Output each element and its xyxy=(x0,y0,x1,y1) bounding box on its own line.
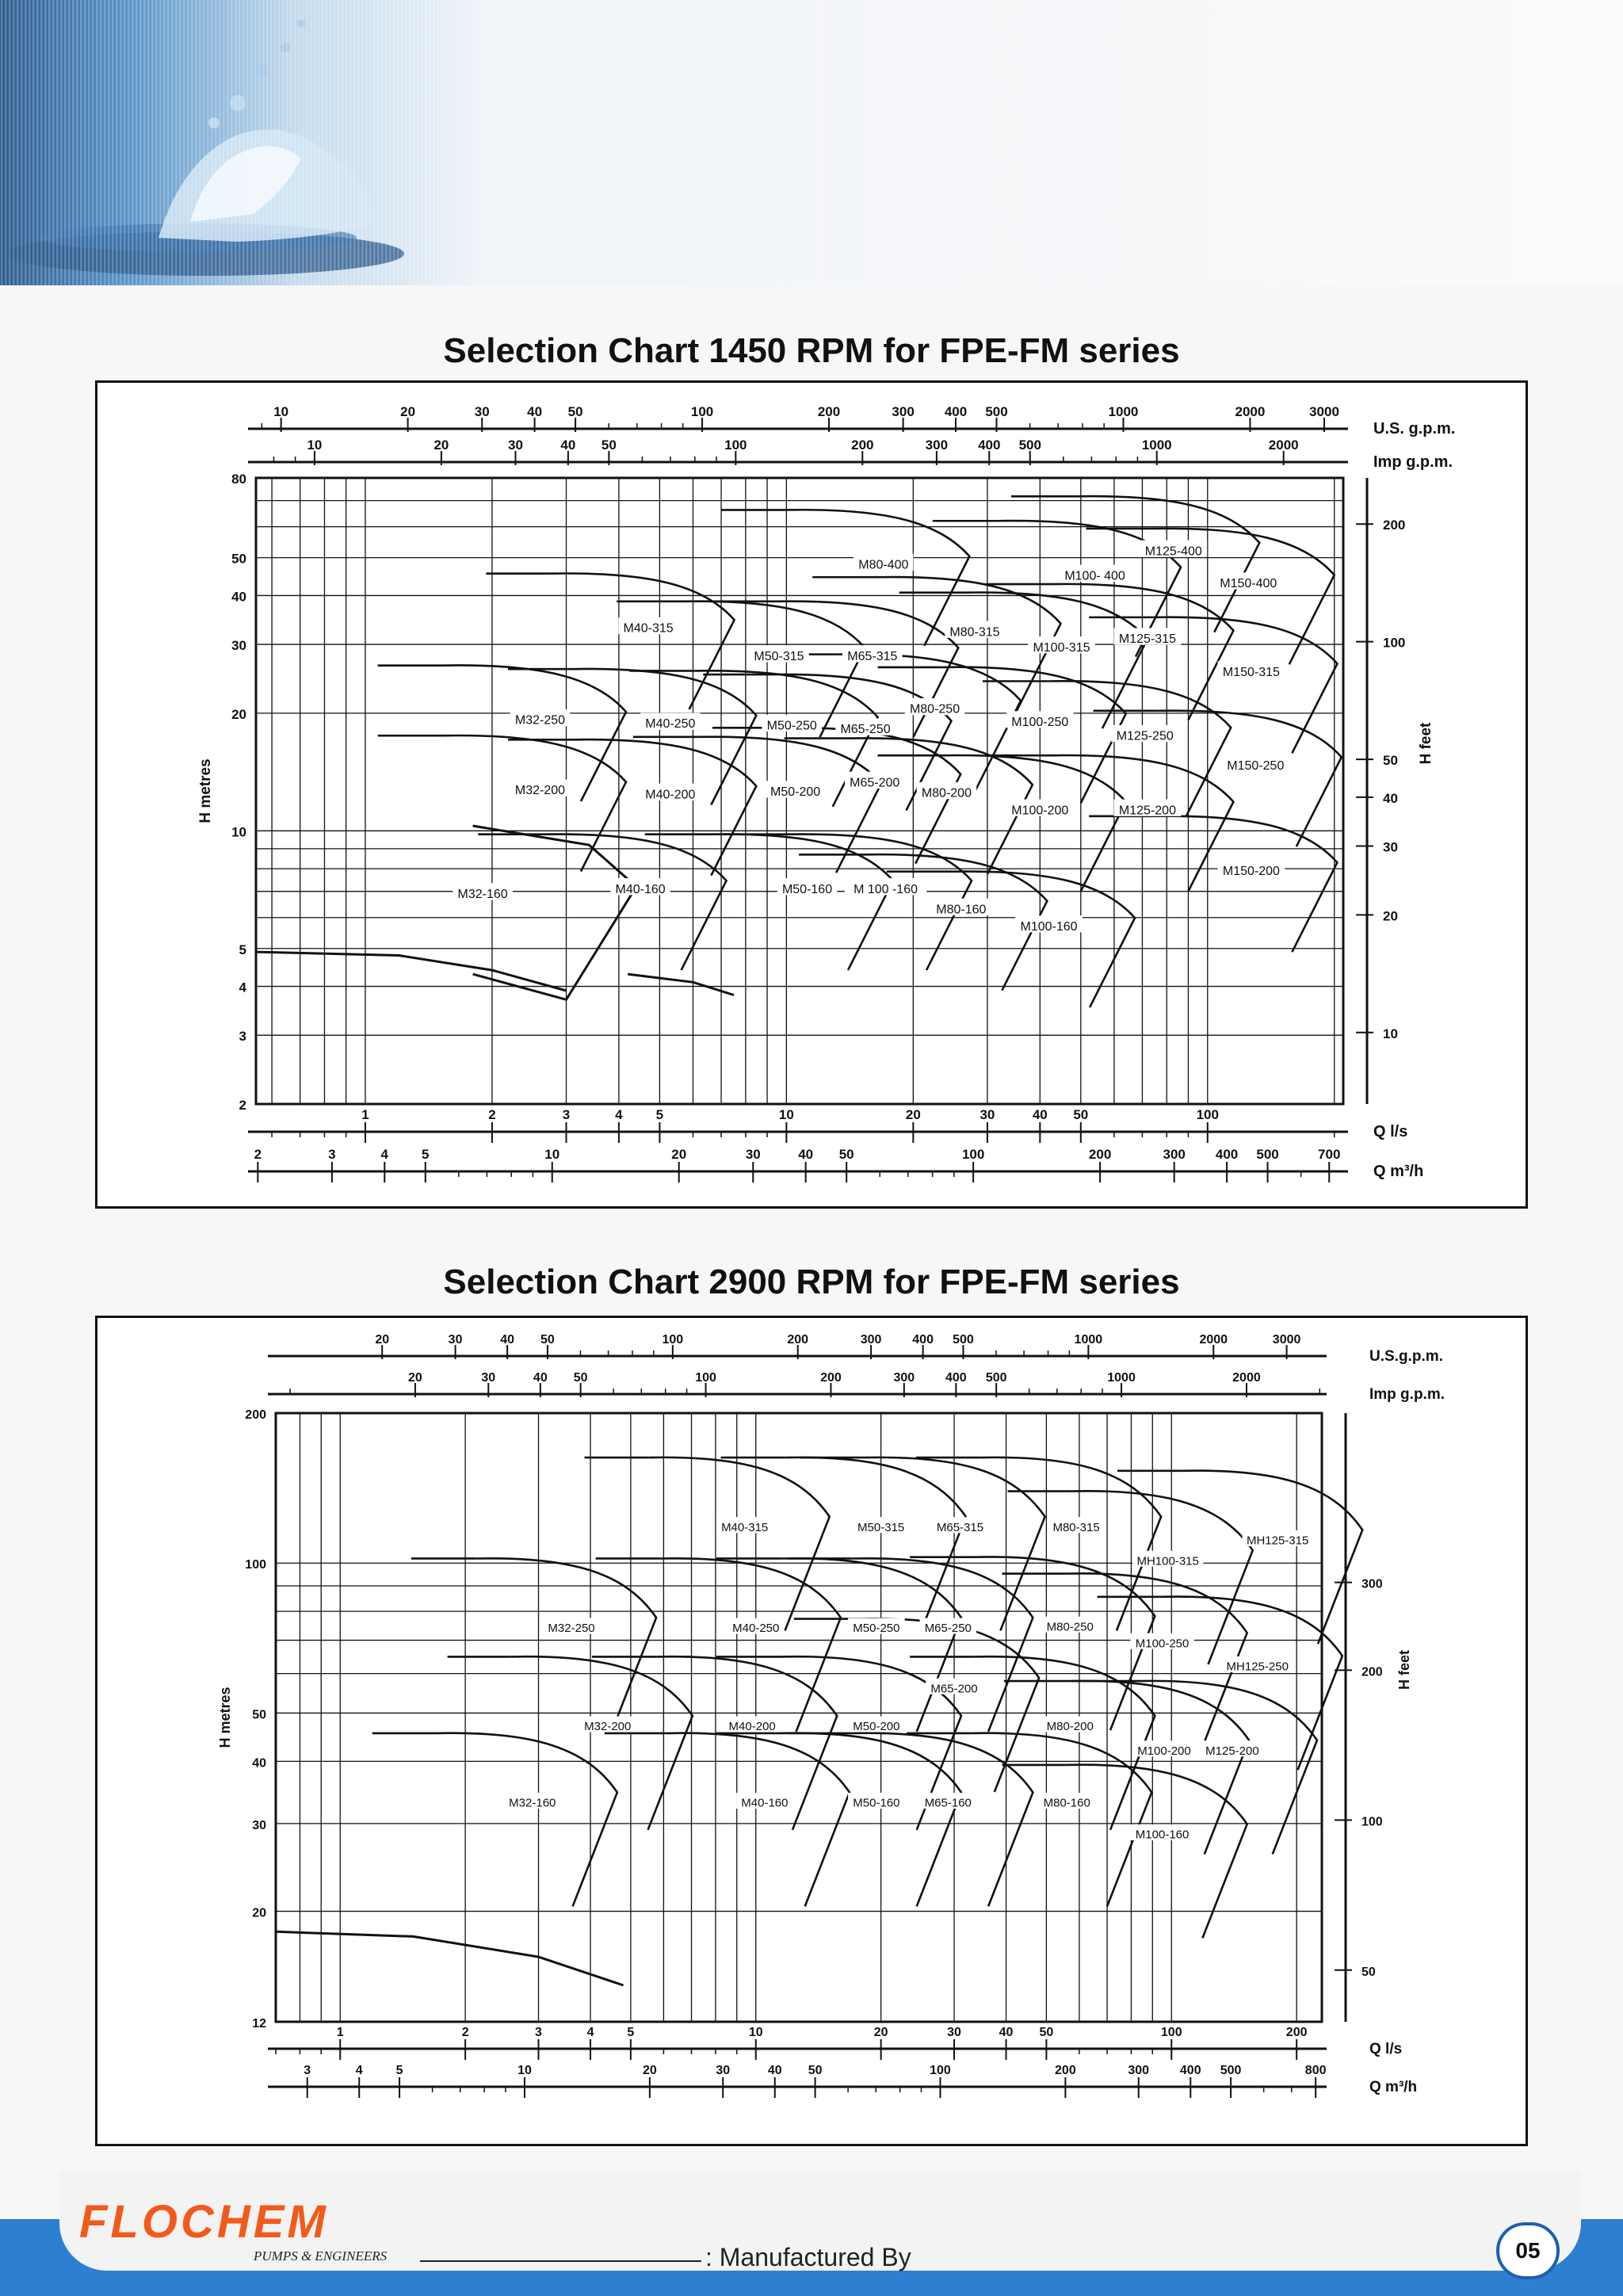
ls-tick-label: 4 xyxy=(586,2026,594,2039)
manufactured-by-label: : Manufactured By xyxy=(705,2243,911,2271)
ls-tick-label: 1 xyxy=(361,1107,369,1122)
h-metres-tick-label: 100 xyxy=(245,1558,266,1572)
selection-chart-2900 xyxy=(97,1318,1526,2144)
imp_gpm-axis-label: Imp g.p.m. xyxy=(1373,453,1453,471)
imp_gpm-tick-label: 300 xyxy=(893,1371,915,1385)
pump-label: M50-315 xyxy=(754,649,804,663)
plot-frame xyxy=(276,1413,1322,2022)
y-axis-label-metres: H metres xyxy=(197,758,214,823)
pump-label: MH100-315 xyxy=(1136,1554,1199,1568)
h-metres-tick-label: 20 xyxy=(231,706,246,722)
pump-region-outline xyxy=(649,1457,830,1631)
pump-region-outline xyxy=(473,826,636,999)
m3h-tick-label: 800 xyxy=(1304,2064,1327,2077)
m3h-axis-label: Q m³/h xyxy=(1369,2079,1418,2095)
us_gpm-axis-label: U.S.g.p.m. xyxy=(1369,1348,1443,1365)
us_gpm-tick-label: 10 xyxy=(273,404,289,419)
pump-region-outline xyxy=(781,1733,961,1907)
pump-label: M125-250 xyxy=(1116,729,1174,743)
us_gpm-tick-label: 1000 xyxy=(1074,1333,1103,1347)
pump-label: M65-200 xyxy=(850,776,900,790)
ls-tick-label: 10 xyxy=(748,2026,763,2039)
m3h-tick-label: 300 xyxy=(1163,1147,1186,1162)
footer-rule xyxy=(420,2260,701,2262)
ls-tick-label: 100 xyxy=(1160,2026,1182,2039)
us_gpm-tick-label: 30 xyxy=(448,1333,463,1347)
imp_gpm-tick-label: 400 xyxy=(945,1371,967,1385)
pump-region-outline xyxy=(1159,711,1342,847)
m3h-tick-label: 10 xyxy=(544,1147,560,1162)
pump-label: M80-200 xyxy=(921,786,972,800)
imp_gpm-tick-label: 30 xyxy=(508,437,523,453)
pump-label: M32-160 xyxy=(457,887,508,901)
pump-label: M40-160 xyxy=(741,1796,789,1810)
flochem-logo: FLOCHEM xyxy=(79,2196,329,2248)
us_gpm-tick-label: 40 xyxy=(500,1333,515,1347)
m3h-tick-label: 4 xyxy=(355,2064,363,2077)
ls-tick-label: 100 xyxy=(1196,1107,1219,1122)
pump-region-outline xyxy=(785,1457,966,1631)
pump-label: M80-160 xyxy=(1043,1796,1090,1810)
pump-label: M50-160 xyxy=(781,882,833,896)
imp_gpm-tick-label: 40 xyxy=(533,1371,548,1385)
ls-tick-label: 10 xyxy=(778,1107,794,1122)
m3h-tick-label: 100 xyxy=(930,2064,951,2077)
pump-label: M32-200 xyxy=(584,1720,632,1734)
h-feet-tick-label: 100 xyxy=(1383,635,1406,651)
pump-label: M50-250 xyxy=(853,1622,900,1636)
m3h-tick-label: 40 xyxy=(767,2064,782,2077)
pump-label: M65-250 xyxy=(840,723,891,737)
imp_gpm-tick-label: 50 xyxy=(573,1371,588,1385)
imp_gpm-tick-label: 500 xyxy=(985,1371,1007,1385)
pump-region-outline xyxy=(781,1558,961,1732)
pump-label: M80-250 xyxy=(1046,1620,1094,1634)
h-metres-tick-label: 10 xyxy=(231,824,246,840)
m3h-tick-label: 2 xyxy=(254,1147,262,1162)
us_gpm-tick-label: 20 xyxy=(375,1333,390,1347)
logo-tagline: PUMPS & ENGINEERS xyxy=(254,2248,388,2264)
ls-tick-label: 20 xyxy=(873,2026,888,2039)
imp_gpm-tick-label: 100 xyxy=(695,1371,716,1385)
pump-label: M65-315 xyxy=(847,649,898,663)
ls-tick-label: 1 xyxy=(336,2026,344,2039)
m3h-tick-label: 30 xyxy=(745,1147,761,1162)
pump-label: M 100 -160 xyxy=(854,882,918,896)
pump-label: M80-315 xyxy=(949,625,1000,640)
imp_gpm-tick-label: 30 xyxy=(481,1371,496,1385)
us_gpm-tick-label: 100 xyxy=(690,404,714,419)
ls-tick-label: 5 xyxy=(627,2026,635,2039)
ls-tick-label: 3 xyxy=(562,1107,571,1122)
h-feet-tick-label: 300 xyxy=(1361,1577,1383,1591)
h-metres-tick-label: 5 xyxy=(239,942,246,957)
imp_gpm-tick-label: 300 xyxy=(925,437,949,453)
pump-region-outline xyxy=(1048,681,1231,817)
pump-label: M100-200 xyxy=(1137,1744,1191,1758)
m3h-tick-label: 5 xyxy=(422,1147,430,1162)
h-metres-tick-label: 200 xyxy=(245,1408,266,1422)
chart-title-2900: Selection Chart 2900 RPM for FPE-FM series xyxy=(443,1263,1180,1301)
pump-region-outline xyxy=(544,835,727,971)
selection-chart-1450 xyxy=(97,383,1526,1206)
ls-tick-label: 30 xyxy=(947,2026,961,2039)
pump-label: M65-160 xyxy=(924,1796,972,1810)
imp_gpm-tick-label: 50 xyxy=(601,437,617,453)
pump-label: M32-250 xyxy=(514,713,566,728)
m3h-tick-label: 400 xyxy=(1215,1147,1239,1162)
pump-label: M40-200 xyxy=(645,788,696,802)
h-metres-tick-label: 3 xyxy=(239,1029,246,1045)
pump-region-outline xyxy=(1182,1471,1362,1645)
header-banner xyxy=(0,0,1623,285)
ls-tick-label: 2 xyxy=(461,2026,469,2039)
pump-label: M32-200 xyxy=(514,784,566,798)
pump-label: M50-250 xyxy=(766,719,817,733)
m3h-tick-label: 50 xyxy=(808,2064,823,2077)
m3h-tick-label: 300 xyxy=(1128,2064,1150,2077)
m3h-tick-label: 500 xyxy=(1220,2064,1242,2077)
pump-label: M40-250 xyxy=(645,717,696,732)
ls-tick-label: 3 xyxy=(535,2026,542,2039)
pump-label: M125-200 xyxy=(1205,1744,1259,1758)
h-metres-tick-label: 40 xyxy=(231,589,246,605)
m3h-tick-label: 5 xyxy=(395,2064,403,2077)
ls-tick-label: 5 xyxy=(655,1107,664,1122)
h-metres-tick-label: 30 xyxy=(252,1818,266,1832)
pump-region-outline xyxy=(475,1558,656,1732)
imp_gpm-axis-label: Imp g.p.m. xyxy=(1369,1386,1445,1403)
pump-label: M65-200 xyxy=(930,1682,978,1696)
m3h-tick-label: 200 xyxy=(1055,2064,1076,2077)
y-axis-label-feet: H feet xyxy=(1396,1649,1412,1690)
us_gpm-tick-label: 200 xyxy=(817,404,841,419)
pump-label: M40-315 xyxy=(721,1520,769,1534)
pump-label: MH125-315 xyxy=(1246,1534,1309,1548)
h-feet-tick-label: 40 xyxy=(1383,790,1398,806)
pump-label: M50-200 xyxy=(853,1720,900,1734)
us_gpm-tick-label: 50 xyxy=(540,1333,555,1347)
ls-axis-label: Q l/s xyxy=(1373,1123,1408,1140)
pump-curve xyxy=(628,974,734,995)
h-feet-tick-label: 30 xyxy=(1383,839,1398,855)
h-metres-tick-label: 2 xyxy=(239,1098,246,1113)
m3h-tick-label: 10 xyxy=(517,2064,532,2077)
m3h-tick-label: 100 xyxy=(961,1147,985,1162)
h-metres-tick-label: 80 xyxy=(231,472,246,487)
us_gpm-tick-label: 3000 xyxy=(1272,1333,1301,1347)
y-axis-label-feet: H feet xyxy=(1418,722,1434,765)
page-number: 05 xyxy=(1496,2222,1560,2279)
ls-tick-label: 30 xyxy=(980,1107,995,1122)
h-feet-tick-label: 20 xyxy=(1383,908,1398,924)
ls-tick-label: 40 xyxy=(1032,1107,1048,1122)
pump-label: M150-315 xyxy=(1222,665,1280,679)
us_gpm-tick-label: 500 xyxy=(985,404,1008,419)
pump-label: M125-200 xyxy=(1118,804,1176,818)
ls-tick-label: 200 xyxy=(1285,2026,1308,2039)
imp_gpm-tick-label: 20 xyxy=(433,437,449,453)
h-feet-tick-label: 100 xyxy=(1361,1815,1383,1829)
ls-tick-label: 4 xyxy=(615,1107,623,1122)
us_gpm-tick-label: 200 xyxy=(787,1333,809,1347)
pump-label: M50-200 xyxy=(770,785,821,799)
pump-label: M65-315 xyxy=(936,1520,984,1534)
pump-curve xyxy=(256,952,567,991)
h-metres-tick-label: 40 xyxy=(252,1756,266,1771)
ls-tick-label: 50 xyxy=(1073,1107,1089,1122)
us_gpm-tick-label: 500 xyxy=(953,1333,974,1347)
pump-label: M80-160 xyxy=(936,903,987,917)
imp_gpm-tick-label: 100 xyxy=(724,437,747,453)
h-metres-tick-label: 20 xyxy=(252,1906,266,1920)
m3h-tick-label: 20 xyxy=(671,1147,687,1162)
pump-label: M125-315 xyxy=(1118,632,1176,647)
m3h-tick-label: 500 xyxy=(1256,1147,1279,1162)
m3h-tick-label: 200 xyxy=(1088,1147,1112,1162)
us_gpm-tick-label: 40 xyxy=(527,404,543,419)
us_gpm-tick-label: 400 xyxy=(944,404,968,419)
m3h-tick-label: 3 xyxy=(328,1147,336,1162)
imp_gpm-tick-label: 1000 xyxy=(1141,437,1172,453)
h-metres-tick-label: 30 xyxy=(231,638,246,654)
m3h-tick-label: 400 xyxy=(1179,2064,1201,2077)
pump-region-outline xyxy=(669,1733,850,1907)
pump-curve xyxy=(276,1931,624,1985)
pump-label: M100-160 xyxy=(1020,919,1078,934)
us_gpm-tick-label: 50 xyxy=(567,404,583,419)
pump-label: M125-400 xyxy=(1144,544,1202,559)
chart-panel-1450 xyxy=(95,380,1528,1209)
us_gpm-tick-label: 2000 xyxy=(1235,404,1266,419)
pump-label: M50-315 xyxy=(857,1520,905,1534)
pump-label: M50-160 xyxy=(853,1796,900,1810)
h-feet-tick-label: 50 xyxy=(1361,1965,1376,1979)
m3h-tick-label: 40 xyxy=(798,1147,814,1162)
pump-label: M40-315 xyxy=(623,621,674,636)
imp_gpm-tick-label: 500 xyxy=(1018,437,1041,453)
us_gpm-tick-label: 1000 xyxy=(1108,404,1139,419)
m3h-tick-label: 20 xyxy=(642,2064,657,2077)
h-metres-tick-label: 12 xyxy=(252,2017,266,2030)
h-metres-tick-label: 50 xyxy=(252,1708,266,1722)
imp_gpm-tick-label: 40 xyxy=(560,437,576,453)
ls-tick-label: 2 xyxy=(488,1107,496,1122)
ls-tick-label: 20 xyxy=(905,1107,921,1122)
h-feet-tick-label: 200 xyxy=(1383,518,1406,533)
pump-label: MH125-250 xyxy=(1226,1660,1289,1674)
pump-label: M80-400 xyxy=(858,558,909,572)
imp_gpm-tick-label: 200 xyxy=(851,437,874,453)
imp_gpm-tick-label: 20 xyxy=(408,1371,422,1385)
us_gpm-tick-label: 2000 xyxy=(1199,1333,1228,1347)
pump-region-outline xyxy=(660,1558,841,1732)
pump-region-outline xyxy=(443,735,626,872)
pump-region-outline xyxy=(552,573,735,709)
pump-label: M100-160 xyxy=(1135,1828,1190,1842)
m3h-axis-label: Q m³/h xyxy=(1373,1163,1424,1180)
ls-axis-label: Q l/s xyxy=(1369,2041,1403,2057)
h-feet-tick-label: 10 xyxy=(1383,1026,1398,1041)
imp_gpm-tick-label: 2000 xyxy=(1232,1371,1261,1385)
pump-label: M100- 400 xyxy=(1064,569,1125,583)
water-splash-image xyxy=(0,0,412,285)
y-axis-label-metres: H metres xyxy=(217,1687,233,1748)
pump-label: M150-200 xyxy=(1222,864,1280,878)
h-metres-tick-label: 4 xyxy=(239,980,246,995)
us_gpm-axis-label: U.S. g.p.m. xyxy=(1373,420,1456,437)
pump-label: M32-160 xyxy=(509,1796,556,1810)
pump-label: M40-200 xyxy=(728,1720,776,1734)
imp_gpm-tick-label: 400 xyxy=(978,437,1001,453)
ls-tick-label: 50 xyxy=(1039,2026,1054,2039)
us_gpm-tick-label: 20 xyxy=(400,404,416,419)
m3h-tick-label: 700 xyxy=(1318,1147,1341,1162)
pump-label: M150-400 xyxy=(1220,577,1277,591)
pump-label: M100-200 xyxy=(1011,804,1069,818)
pump-region-outline xyxy=(1154,816,1337,953)
us_gpm-tick-label: 30 xyxy=(474,404,490,419)
h-feet-tick-label: 50 xyxy=(1383,753,1398,769)
us_gpm-tick-label: 100 xyxy=(662,1333,684,1347)
pump-label: M80-315 xyxy=(1052,1520,1100,1534)
h-feet-tick-label: 200 xyxy=(1361,1665,1383,1679)
us_gpm-tick-label: 300 xyxy=(860,1333,882,1347)
pump-label: M80-250 xyxy=(909,702,960,716)
pump-label: M32-250 xyxy=(548,1622,595,1636)
pump-region-outline xyxy=(1076,496,1259,632)
pump-label: M40-250 xyxy=(732,1622,780,1636)
m3h-tick-label: 3 xyxy=(304,2064,311,2077)
pump-label: M80-200 xyxy=(1046,1720,1094,1734)
pump-label: M100-250 xyxy=(1135,1637,1190,1651)
m3h-tick-label: 4 xyxy=(380,1147,389,1162)
m3h-tick-label: 50 xyxy=(838,1147,854,1162)
pump-label: M100-315 xyxy=(1033,640,1090,655)
pump-label: M150-250 xyxy=(1227,758,1285,773)
us_gpm-tick-label: 3000 xyxy=(1309,404,1339,419)
us_gpm-tick-label: 300 xyxy=(892,404,915,419)
imp_gpm-tick-label: 10 xyxy=(307,437,323,453)
pump-label: M40-160 xyxy=(615,882,666,896)
pump-label: M65-250 xyxy=(924,1622,972,1636)
pump-label: M100-250 xyxy=(1011,715,1069,729)
imp_gpm-tick-label: 2000 xyxy=(1268,437,1299,453)
chart-panel-2900 xyxy=(95,1316,1528,2146)
chart-title-1450: Selection Chart 1450 RPM for FPE-FM series xyxy=(443,331,1180,370)
footer xyxy=(0,2172,1623,2296)
pump-region-outline xyxy=(1067,1765,1247,1939)
imp_gpm-tick-label: 200 xyxy=(820,1371,842,1385)
m3h-tick-label: 30 xyxy=(716,2064,731,2077)
us_gpm-tick-label: 400 xyxy=(912,1333,934,1347)
pump-region-outline xyxy=(980,1457,1161,1634)
ls-tick-label: 40 xyxy=(999,2026,1014,2039)
h-metres-tick-label: 50 xyxy=(231,551,246,567)
imp_gpm-tick-label: 1000 xyxy=(1107,1371,1136,1385)
